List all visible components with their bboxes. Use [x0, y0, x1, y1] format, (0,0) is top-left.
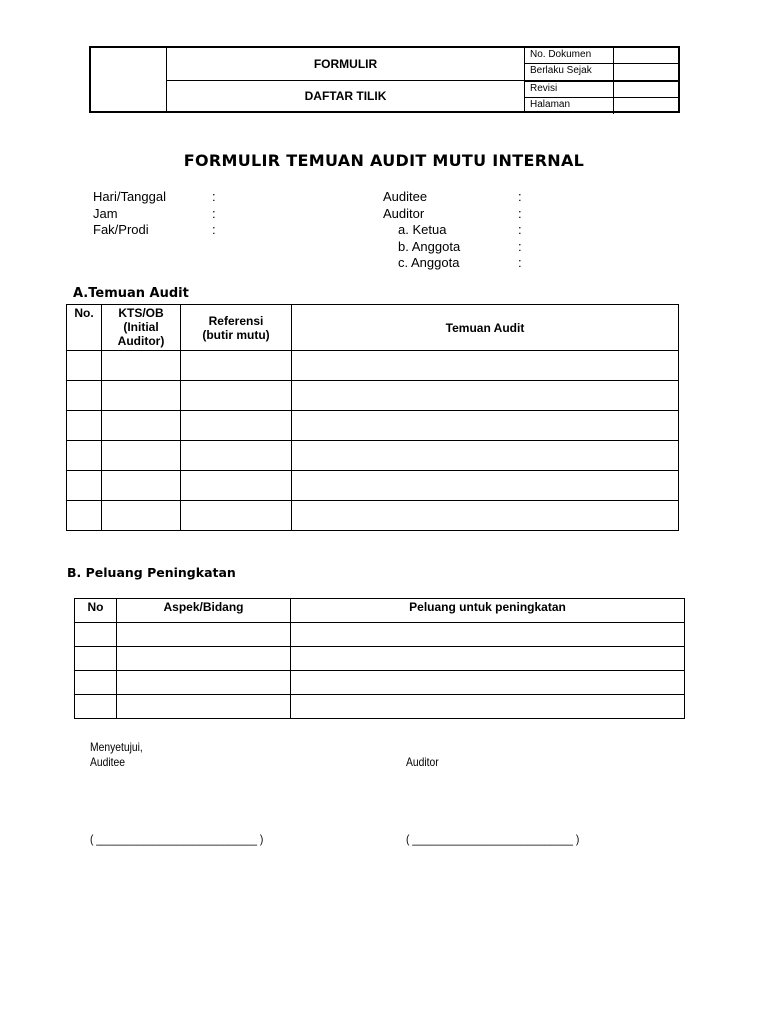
table-cell[interactable]	[67, 501, 102, 531]
info-left	[93, 189, 166, 239]
page-title: FORMULIR TEMUAN AUDIT MUTU INTERNAL	[183, 151, 585, 170]
separator: :	[518, 255, 522, 270]
table-cell[interactable]	[291, 623, 685, 647]
table-cell[interactable]	[67, 411, 102, 441]
table-cell[interactable]	[292, 441, 679, 471]
meta-label: No. Dokumen	[530, 49, 592, 60]
table-cell[interactable]	[117, 623, 291, 647]
table-row	[67, 381, 679, 411]
separator: :	[212, 205, 216, 221]
meta-value	[613, 98, 679, 114]
column-header-no: No.	[67, 305, 102, 351]
table-cell[interactable]	[181, 351, 292, 381]
table-row	[75, 623, 685, 647]
improvement-table	[74, 598, 685, 719]
table-cell[interactable]	[292, 411, 679, 441]
table-cell[interactable]	[75, 647, 117, 671]
table-row	[67, 351, 679, 381]
table-cell[interactable]	[117, 671, 291, 695]
header-line: Referensi	[208, 313, 264, 328]
meta-row	[525, 64, 678, 82]
info-label-date: Hari/Tanggal	[93, 189, 166, 204]
header-line: (butir mutu)	[202, 327, 270, 342]
auditee-signature-label: Auditee	[90, 755, 126, 769]
meta-value	[613, 82, 679, 97]
table-row	[75, 647, 685, 671]
table-cell[interactable]	[291, 695, 685, 719]
table-cell[interactable]	[181, 471, 292, 501]
document-meta	[524, 48, 678, 111]
table-cell[interactable]	[102, 471, 181, 501]
separator: :	[518, 238, 522, 254]
table-cell[interactable]	[181, 441, 292, 471]
table-row	[67, 501, 679, 531]
table-row	[75, 695, 685, 719]
table-cell[interactable]	[291, 647, 685, 671]
approval-label: Menyetujui,	[90, 740, 143, 754]
info-label-auditor: Auditor	[383, 205, 425, 221]
header-line: KTS/OB	[118, 306, 164, 320]
table-header-row	[67, 305, 679, 351]
header-line: (Initial	[123, 320, 159, 334]
column-header-kts-ob	[102, 305, 181, 351]
info-label-anggota-c: c. Anggota	[398, 255, 460, 270]
table-cell[interactable]	[102, 501, 181, 531]
table-cell[interactable]	[292, 471, 679, 501]
info-label-auditee: Auditee	[383, 189, 428, 204]
info-left-separators	[212, 189, 216, 239]
table-cell[interactable]	[75, 671, 117, 695]
separator: :	[212, 189, 216, 204]
table-cell[interactable]	[181, 381, 292, 411]
section-b-heading: B. Peluang Peningkatan	[67, 565, 236, 580]
info-right	[383, 189, 460, 272]
meta-row	[525, 82, 678, 98]
table-cell[interactable]	[67, 381, 102, 411]
table-cell[interactable]	[102, 381, 181, 411]
table-row	[67, 441, 679, 471]
table-header-row	[75, 599, 685, 623]
table-cell[interactable]	[102, 411, 181, 441]
header-line: Auditor)	[117, 334, 165, 348]
separator: :	[212, 222, 216, 237]
meta-row	[525, 98, 678, 114]
table-cell[interactable]	[291, 671, 685, 695]
table-cell[interactable]	[67, 441, 102, 471]
info-label-ketua: a. Ketua	[398, 222, 447, 237]
auditee-signature-line: ( ____________________________ )	[90, 832, 264, 846]
info-label-time: Jam	[93, 205, 118, 221]
column-header-no: No	[75, 599, 117, 623]
meta-value	[613, 48, 679, 63]
table-cell[interactable]	[75, 623, 117, 647]
checklist-label: DAFTAR TILIK	[304, 89, 387, 103]
separator: :	[518, 222, 522, 237]
table-cell[interactable]	[292, 381, 679, 411]
table-cell[interactable]	[102, 441, 181, 471]
meta-label: Revisi	[530, 83, 558, 94]
table-cell[interactable]	[117, 695, 291, 719]
table-cell[interactable]	[117, 647, 291, 671]
table-cell[interactable]	[67, 471, 102, 501]
column-header-referensi	[181, 305, 292, 351]
auditor-signature-label: Auditor	[406, 755, 439, 769]
meta-label: Halaman	[530, 99, 571, 110]
meta-row	[525, 48, 678, 64]
info-label-faculty: Fak/Prodi	[93, 222, 149, 237]
section-a-heading: A.Temuan Audit	[73, 286, 189, 301]
table-cell[interactable]	[292, 501, 679, 531]
table-cell[interactable]	[102, 351, 181, 381]
separator: :	[518, 205, 522, 221]
meta-value	[613, 64, 679, 80]
info-right-separators	[518, 189, 522, 272]
table-row	[67, 411, 679, 441]
info-label-anggota-b: b. Anggota	[398, 238, 461, 254]
table-cell[interactable]	[75, 695, 117, 719]
column-header-peluang: Peluang untuk peningkatan	[291, 599, 685, 623]
column-header-temuan: Temuan Audit	[292, 305, 679, 351]
table-cell[interactable]	[67, 351, 102, 381]
separator: :	[518, 189, 522, 204]
document-header	[89, 46, 680, 113]
table-cell[interactable]	[181, 411, 292, 441]
column-header-aspek: Aspek/Bidang	[117, 599, 291, 623]
table-cell[interactable]	[292, 351, 679, 381]
table-cell[interactable]	[181, 501, 292, 531]
meta-label: Berlaku Sejak	[530, 65, 592, 76]
table-row	[75, 671, 685, 695]
form-label: FORMULIR	[167, 48, 524, 81]
audit-findings-table	[66, 304, 679, 531]
table-row	[67, 471, 679, 501]
auditor-signature-line: ( ____________________________ )	[406, 832, 580, 846]
logo-placeholder	[91, 48, 167, 111]
